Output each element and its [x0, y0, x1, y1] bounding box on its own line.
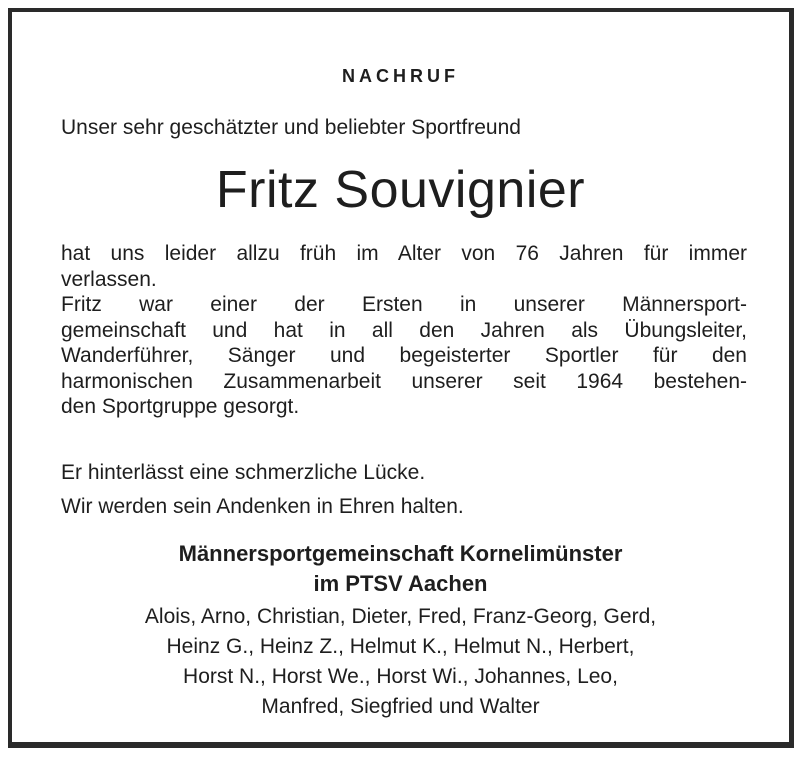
deceased-name: Fritz Souvignier [215, 161, 586, 219]
member-names-line: Alois, Arno, Christian, Dieter, Fred, Franz-Georg, Gerd, [144, 605, 657, 628]
text-line: Fritz war einer der Ersten in unserer Männersport- [61, 293, 747, 316]
text-line: verlassen. [61, 267, 157, 291]
paragraph-age [61, 241, 747, 292]
organization-name: Männersportgemeinschaft Kornelimünster [178, 541, 623, 566]
text-line: Wir werden sein Andenken in Ehren halten. [61, 495, 464, 518]
member-names-line: Horst N., Horst We., Horst Wi., Johannes, Leo, [183, 665, 618, 688]
member-names-line: Heinz G., Heinz Z., Helmut K., Helmut N., Herbert, [166, 635, 635, 658]
member-names [12, 602, 789, 722]
paragraph-tribute [61, 292, 747, 420]
member-names-line: Manfred, Siegfried und Walter [261, 695, 540, 718]
organization-signature [12, 539, 789, 599]
text-line: Er hinterlässt eine schmerzliche Lücke. [61, 461, 426, 484]
text-line: Wanderführer, Sänger und begeisterter Sportler für den [61, 344, 747, 367]
notice-heading: NACHRUF [342, 66, 459, 86]
paragraph-memory [61, 494, 747, 520]
paragraph-loss [61, 460, 747, 486]
text-line: harmonischen Zusammenarbeit unserer seit 1964 bestehen- [61, 369, 747, 393]
obituary-notice [8, 8, 794, 748]
text-line: gemeinschaft und hat in all den Jahren als Übungsleiter, [61, 318, 747, 342]
intro-line: Unser sehr geschätzter und beliebter Sportfreund [61, 116, 521, 139]
text-line: hat uns leider allzu früh im Alter von 76 Jahren für immer [61, 242, 747, 265]
organization-affiliation: im PTSV Aachen [313, 571, 488, 596]
text-line: den Sportgruppe gesorgt. [61, 395, 300, 418]
